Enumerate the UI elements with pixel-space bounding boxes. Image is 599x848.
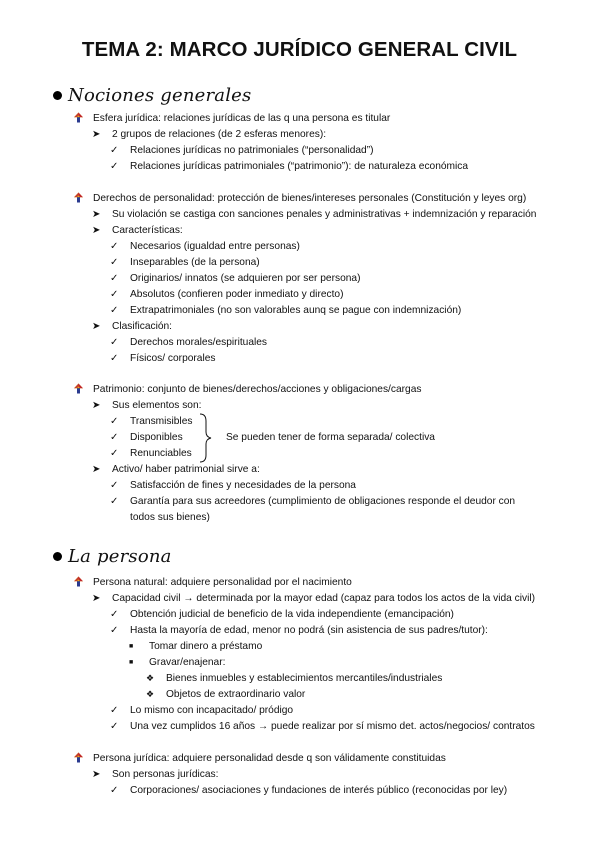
list-item xyxy=(110,160,468,173)
list-item xyxy=(110,479,356,492)
list-item-text: Absolutos (confieren poder inmediato y directo) xyxy=(130,289,344,300)
section-heading-nociones xyxy=(53,85,251,106)
checkmark-bullet-icon: ✓ xyxy=(110,609,119,620)
checkmark-bullet-icon: ✓ xyxy=(110,289,119,300)
list-item-text: Derechos de personalidad: protección de bienes/intereses personales (Constitución y leyes org) xyxy=(93,193,527,204)
checkmark-bullet-icon: ✓ xyxy=(110,416,119,427)
diamond-bullet-icon: ❖ xyxy=(146,673,155,683)
list-item xyxy=(73,576,352,589)
list-item xyxy=(110,336,267,349)
checkmark-bullet-icon: ✓ xyxy=(110,257,119,268)
list-item xyxy=(73,192,526,205)
list-item xyxy=(110,256,260,269)
list-item xyxy=(110,240,300,253)
colored-arrow-bullet-icon xyxy=(73,752,84,763)
list-item xyxy=(110,608,454,621)
arrowhead-bullet-icon: ➤ xyxy=(92,400,101,411)
list-item xyxy=(73,383,421,396)
list-item-text: Capacidad civil → determinada por la mayor edad (capaz para todos los actos de la vida civil) xyxy=(112,593,535,604)
list-item-text: Disponibles xyxy=(130,432,183,443)
list-item-text: Relaciones jurídicas patrimoniales (“patrimonio”): de naturaleza económica xyxy=(130,161,469,172)
section-heading-la-persona xyxy=(53,546,172,567)
list-item xyxy=(110,704,293,717)
list-item-text: Extrapatrimoniales (no son valorables aunq se pague con indemnización) xyxy=(130,305,462,316)
list-item xyxy=(110,495,515,508)
list-item xyxy=(110,304,461,317)
list-item-text: Sus elementos son: xyxy=(112,400,202,411)
list-item-text: Originarios/ innatos (se adquieren por ser persona) xyxy=(130,273,361,284)
arrowhead-bullet-icon: ➤ xyxy=(92,769,101,780)
list-item xyxy=(146,688,305,701)
list-item xyxy=(129,640,262,653)
list-item xyxy=(129,656,225,669)
section-title: La persona xyxy=(68,546,172,567)
colored-arrow-bullet-icon xyxy=(73,192,84,203)
checkmark-bullet-icon: ✓ xyxy=(110,337,119,348)
list-item xyxy=(92,592,535,605)
checkmark-bullet-icon: ✓ xyxy=(110,448,119,459)
list-item xyxy=(92,463,260,476)
list-item xyxy=(110,784,507,797)
list-item xyxy=(110,624,488,637)
round-bullet-icon xyxy=(53,552,62,561)
checkmark-bullet-icon: ✓ xyxy=(110,161,119,172)
checkmark-bullet-icon: ✓ xyxy=(110,480,119,491)
list-item-text: Hasta la mayoría de edad, menor no podrá (sin asistencia de sus padres/tutor): xyxy=(130,625,488,636)
checkmark-bullet-icon: ✓ xyxy=(110,273,119,284)
arrowhead-bullet-icon: ➤ xyxy=(92,321,101,332)
list-item-text: Esfera jurídica: relaciones jurídicas de las q una persona es titular xyxy=(93,113,391,124)
list-item-text: Una vez cumplidos 16 años → puede realizar por sí mismo det. actos/negocios/ contratos xyxy=(130,721,535,732)
list-item-text: Patrimonio: conjunto de bienes/derechos/acciones y obligaciones/cargas xyxy=(93,384,422,395)
checkmark-bullet-icon: ✓ xyxy=(110,432,119,443)
list-item-text: 2 grupos de relaciones (de 2 esferas menores): xyxy=(112,129,327,140)
arrowhead-bullet-icon: ➤ xyxy=(92,464,101,475)
list-item xyxy=(92,128,326,141)
list-item-text: Renunciables xyxy=(130,448,192,459)
checkmark-bullet-icon: ✓ xyxy=(110,721,119,732)
list-item xyxy=(110,415,192,428)
list-item-text: Derechos morales/espirituales xyxy=(130,337,268,348)
checkmark-bullet-icon: ✓ xyxy=(110,705,119,716)
list-item-continuation: todos sus bienes) xyxy=(130,512,210,523)
list-item xyxy=(92,768,218,781)
list-item xyxy=(110,431,183,444)
section-title: Nociones generales xyxy=(68,85,252,106)
colored-arrow-bullet-icon xyxy=(73,383,84,394)
list-item xyxy=(146,672,442,685)
arrowhead-bullet-icon: ➤ xyxy=(92,225,101,236)
list-item xyxy=(110,352,216,365)
list-item-text: Transmisibles xyxy=(130,416,193,427)
list-item xyxy=(92,208,536,221)
list-item-text: Necesarios (igualdad entre personas) xyxy=(130,241,300,252)
square-bullet-icon: ■ xyxy=(129,659,134,666)
checkmark-bullet-icon: ✓ xyxy=(110,496,119,507)
list-item-text: Obtención judicial de beneficio de la vida independiente (emancipación) xyxy=(130,609,454,620)
checkmark-bullet-icon: ✓ xyxy=(110,241,119,252)
list-item-text: Su violación se castiga con sanciones penales y administrativas + indemnización y reparación xyxy=(112,209,537,220)
colored-arrow-bullet-icon xyxy=(73,112,84,123)
right-brace-icon xyxy=(198,413,214,463)
list-item-text: Inseparables (de la persona) xyxy=(130,257,260,268)
checkmark-bullet-icon: ✓ xyxy=(110,145,119,156)
list-item xyxy=(73,112,390,125)
checkmark-bullet-icon: ✓ xyxy=(110,785,119,796)
arrowhead-bullet-icon: ➤ xyxy=(92,209,101,220)
list-item-text: Persona natural: adquiere personalidad por el nacimiento xyxy=(93,577,352,588)
list-item-text: Son personas jurídicas: xyxy=(112,769,219,780)
brace-annotation xyxy=(226,431,435,444)
list-item-text: Tomar dinero a préstamo xyxy=(149,641,263,652)
diamond-bullet-icon: ❖ xyxy=(146,689,155,699)
arrowhead-bullet-icon: ➤ xyxy=(92,129,101,140)
list-item-text: Lo mismo con incapacitado/ pródigo xyxy=(130,705,294,716)
list-item-text: Persona jurídica: adquiere personalidad desde q son válidamente constituidas xyxy=(93,753,446,764)
list-item xyxy=(110,720,535,733)
checkmark-bullet-icon: ✓ xyxy=(110,353,119,364)
list-item-text: Físicos/ corporales xyxy=(130,353,216,364)
list-item xyxy=(92,399,201,412)
list-item xyxy=(73,752,446,765)
checkmark-bullet-icon: ✓ xyxy=(110,305,119,316)
list-item-text: Activo/ haber patrimonial sirve a: xyxy=(112,464,260,475)
list-item-text: Bienes inmuebles y establecimientos mercantiles/industriales xyxy=(166,673,443,684)
list-item-text: Características: xyxy=(112,225,183,236)
list-item-text: Corporaciones/ asociaciones y fundaciones de interés público (reconocidas por ley) xyxy=(130,785,508,796)
arrowhead-bullet-icon: ➤ xyxy=(92,593,101,604)
list-item xyxy=(110,144,374,157)
list-item xyxy=(110,288,344,301)
list-item-text: Garantía para sus acreedores (cumplimiento de obligaciones responde el deudor con xyxy=(130,496,516,507)
list-item-text: Objetos de extraordinario valor xyxy=(166,689,306,700)
list-item-text: Satisfacción de fines y necesidades de la persona xyxy=(130,480,356,491)
square-bullet-icon: ■ xyxy=(129,643,134,650)
round-bullet-icon xyxy=(53,91,62,100)
list-item xyxy=(110,272,360,285)
list-item-text: Clasificación: xyxy=(112,321,173,332)
annotation-text: Se pueden tener de forma separada/ colectiva xyxy=(226,432,435,443)
list-item-text: Gravar/enajenar: xyxy=(149,657,226,668)
list-item xyxy=(110,447,192,460)
list-item xyxy=(92,224,183,237)
list-item-text: Relaciones jurídicas no patrimoniales (“personalidad”) xyxy=(130,145,374,156)
checkmark-bullet-icon: ✓ xyxy=(110,625,119,636)
colored-arrow-bullet-icon xyxy=(73,576,84,587)
page-title: TEMA 2: MARCO JURÍDICO GENERAL CIVIL xyxy=(81,38,518,61)
list-item xyxy=(92,320,172,333)
